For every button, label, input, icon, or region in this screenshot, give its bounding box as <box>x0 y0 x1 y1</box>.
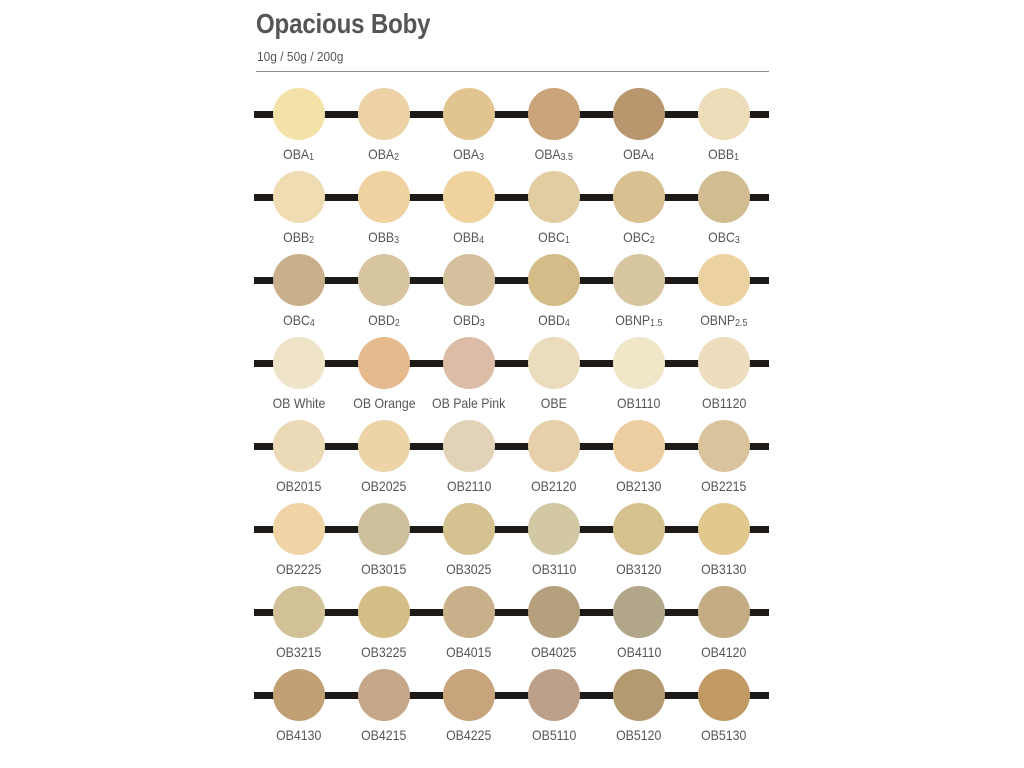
shade-name: OBB <box>453 229 480 245</box>
shade-swatch <box>443 420 495 472</box>
shade-label <box>368 312 400 328</box>
shade-name: OB5110 <box>531 727 577 743</box>
shade-subscript: 2 <box>394 318 400 329</box>
shade-name: OB3015 <box>361 561 407 577</box>
shade-swatch <box>698 88 750 140</box>
shade-swatch <box>273 171 325 223</box>
shade-item <box>669 337 779 411</box>
shade-subscript: 3 <box>394 235 400 246</box>
shade-label <box>535 146 573 162</box>
shade-swatch <box>358 420 410 472</box>
shade-swatch <box>528 171 580 223</box>
shade-label <box>708 229 740 245</box>
shade-swatch <box>528 503 580 555</box>
shade-swatch <box>528 88 580 140</box>
shade-swatch <box>698 337 750 389</box>
shade-label <box>283 312 315 328</box>
shade-label <box>276 478 321 494</box>
shade-item <box>669 586 779 660</box>
shade-label <box>701 727 746 743</box>
shade-name: OB3120 <box>616 561 662 577</box>
shade-name: OB4110 <box>616 644 662 660</box>
shade-label <box>616 478 661 494</box>
shade-swatch <box>698 503 750 555</box>
shade-label <box>454 229 485 245</box>
shade-swatch <box>528 420 580 472</box>
shade-swatch <box>528 586 580 638</box>
shade-label <box>702 395 746 411</box>
shade-label <box>432 395 505 411</box>
page-title: Opacious Boby <box>256 8 431 39</box>
shade-swatch <box>698 586 750 638</box>
shade-row <box>254 586 769 669</box>
shade-name: OB2225 <box>276 561 322 577</box>
shade-name: OBA <box>453 146 480 162</box>
shade-subscript: 1 <box>734 152 740 163</box>
shade-label <box>276 727 321 743</box>
shade-row <box>254 171 769 254</box>
shade-name: OB4025 <box>531 644 577 660</box>
shade-name: OB1110 <box>617 395 661 411</box>
shade-label <box>538 312 570 328</box>
shade-label <box>532 561 576 577</box>
shade-swatch <box>273 420 325 472</box>
shade-name: OBD <box>453 312 480 328</box>
shade-subscript: 4 <box>309 318 315 329</box>
shade-name: OBC <box>283 312 310 328</box>
shade-name: OB3215 <box>276 644 322 660</box>
shade-row <box>254 503 769 586</box>
shade-name: OBA <box>534 146 561 162</box>
shade-label <box>532 727 576 743</box>
shade-label <box>615 312 662 328</box>
shade-swatch <box>443 171 495 223</box>
shade-label <box>284 229 315 245</box>
shade-swatch <box>358 254 410 306</box>
shade-swatch <box>698 420 750 472</box>
shade-subscript: 1 <box>564 235 570 246</box>
shade-name: OB3225 <box>361 644 407 660</box>
shade-name: OB5130 <box>701 727 747 743</box>
shade-subscript: 2 <box>649 235 655 246</box>
shade-swatch <box>273 254 325 306</box>
shade-swatch <box>273 586 325 638</box>
shade-subscript: 3 <box>479 152 485 163</box>
shade-label <box>709 146 740 162</box>
shade-label <box>531 644 576 660</box>
shade-label <box>616 561 661 577</box>
shade-subscript: 3.5 <box>560 152 574 163</box>
shade-label <box>446 561 491 577</box>
shade-swatch <box>528 254 580 306</box>
shade-swatch <box>358 586 410 638</box>
shade-swatch <box>443 669 495 721</box>
shade-swatch <box>443 503 495 555</box>
shade-name: OBD <box>538 312 565 328</box>
shade-swatch <box>443 254 495 306</box>
shade-item <box>669 254 779 328</box>
shade-subscript: 2.5 <box>735 318 748 329</box>
shade-name: OBC <box>708 229 735 245</box>
shade-label <box>369 146 400 162</box>
shade-label <box>617 644 661 660</box>
shade-label <box>284 146 315 162</box>
shade-name: OB2215 <box>701 478 747 494</box>
shade-label <box>361 644 406 660</box>
shade-name: OB White <box>272 395 326 411</box>
shade-name: OB2025 <box>361 478 407 494</box>
shade-swatch <box>613 586 665 638</box>
shade-row <box>254 420 769 503</box>
shade-name: OB Pale Pink <box>432 395 506 411</box>
shade-name: OBC <box>623 229 650 245</box>
shade-label <box>624 146 655 162</box>
shade-label <box>361 561 406 577</box>
shade-name: OBA <box>368 146 395 162</box>
shade-name: OB2015 <box>276 478 322 494</box>
shade-name: OB4120 <box>701 644 747 660</box>
shade-name: OBB <box>283 229 310 245</box>
shade-label <box>617 395 660 411</box>
shade-label <box>361 478 406 494</box>
shade-subscript: 1 <box>309 152 315 163</box>
shade-swatch <box>698 171 750 223</box>
shade-label <box>538 229 570 245</box>
shade-swatch <box>613 88 665 140</box>
shade-label <box>454 146 485 162</box>
shade-name: OB2130 <box>616 478 662 494</box>
shade-subscript: 4 <box>649 152 655 163</box>
shade-name: OB4225 <box>446 727 492 743</box>
shade-swatch <box>443 88 495 140</box>
shade-label <box>446 644 491 660</box>
shade-swatch <box>358 337 410 389</box>
shade-subscript: 2 <box>394 152 400 163</box>
shade-row <box>254 88 769 171</box>
shade-label <box>447 478 491 494</box>
shade-name: OBB <box>708 146 735 162</box>
package-sizes: 10g / 50g / 200g <box>257 49 344 64</box>
shade-swatch <box>273 669 325 721</box>
shade-name: OB2120 <box>531 478 577 494</box>
shade-label <box>276 561 321 577</box>
shade-name: OB3130 <box>701 561 747 577</box>
shade-subscript: 4 <box>564 318 570 329</box>
shade-swatch <box>273 88 325 140</box>
shade-row <box>254 337 769 420</box>
shade-item <box>669 88 779 162</box>
shade-name: OBNP <box>700 312 736 328</box>
shade-chart <box>254 88 769 752</box>
shade-name: OBE <box>540 395 568 411</box>
shade-label <box>541 395 567 411</box>
shade-swatch <box>358 669 410 721</box>
shade-subscript: 3 <box>479 318 485 329</box>
shade-swatch <box>613 669 665 721</box>
shade-item <box>669 171 779 245</box>
shade-swatch <box>698 254 750 306</box>
shade-swatch <box>528 669 580 721</box>
shade-item <box>669 420 779 494</box>
shade-row <box>254 669 769 752</box>
shade-row <box>254 254 769 337</box>
shade-label <box>446 727 491 743</box>
shade-swatch <box>358 503 410 555</box>
shade-label <box>453 312 485 328</box>
shade-name: OB5120 <box>616 727 662 743</box>
shade-label <box>616 727 661 743</box>
shade-name: OB3110 <box>531 561 577 577</box>
shade-name: OB1120 <box>701 395 747 411</box>
shade-label <box>623 229 655 245</box>
shade-swatch <box>613 420 665 472</box>
shade-item <box>669 503 779 577</box>
shade-name: OB4130 <box>276 727 322 743</box>
title-divider <box>256 71 769 72</box>
shade-swatch <box>443 337 495 389</box>
shade-label <box>361 727 406 743</box>
shade-swatch <box>273 337 325 389</box>
shade-swatch <box>273 503 325 555</box>
shade-swatch <box>613 254 665 306</box>
shade-name: OB Orange <box>352 395 416 411</box>
shade-subscript: 1.5 <box>650 318 663 329</box>
shade-subscript: 3 <box>734 235 740 246</box>
shade-swatch <box>613 503 665 555</box>
shade-subscript: 2 <box>309 235 315 246</box>
shade-name: OBNP <box>615 312 651 328</box>
shade-swatch <box>698 669 750 721</box>
shade-name: OBA <box>283 146 310 162</box>
shade-label <box>700 312 747 328</box>
shade-subscript: 4 <box>479 235 485 246</box>
shade-swatch <box>613 171 665 223</box>
shade-name: OB4215 <box>361 727 407 743</box>
shade-swatch <box>528 337 580 389</box>
shade-name: OB3025 <box>446 561 492 577</box>
shade-label <box>531 478 576 494</box>
shade-name: OB2110 <box>446 478 492 494</box>
shade-name: OBB <box>368 229 395 245</box>
shade-name: OBA <box>623 146 650 162</box>
shade-name: OBD <box>368 312 395 328</box>
shade-label <box>701 561 746 577</box>
shade-item <box>669 669 779 743</box>
shade-name: OB4015 <box>446 644 492 660</box>
shade-swatch <box>613 337 665 389</box>
shade-label <box>701 644 746 660</box>
shade-label <box>369 229 400 245</box>
shade-swatch <box>358 171 410 223</box>
shade-swatch <box>358 88 410 140</box>
shade-name: OBC <box>538 229 565 245</box>
shade-label <box>273 395 326 411</box>
shade-label <box>353 395 415 411</box>
shade-swatch <box>443 586 495 638</box>
shade-label <box>701 478 746 494</box>
shade-label <box>276 644 321 660</box>
